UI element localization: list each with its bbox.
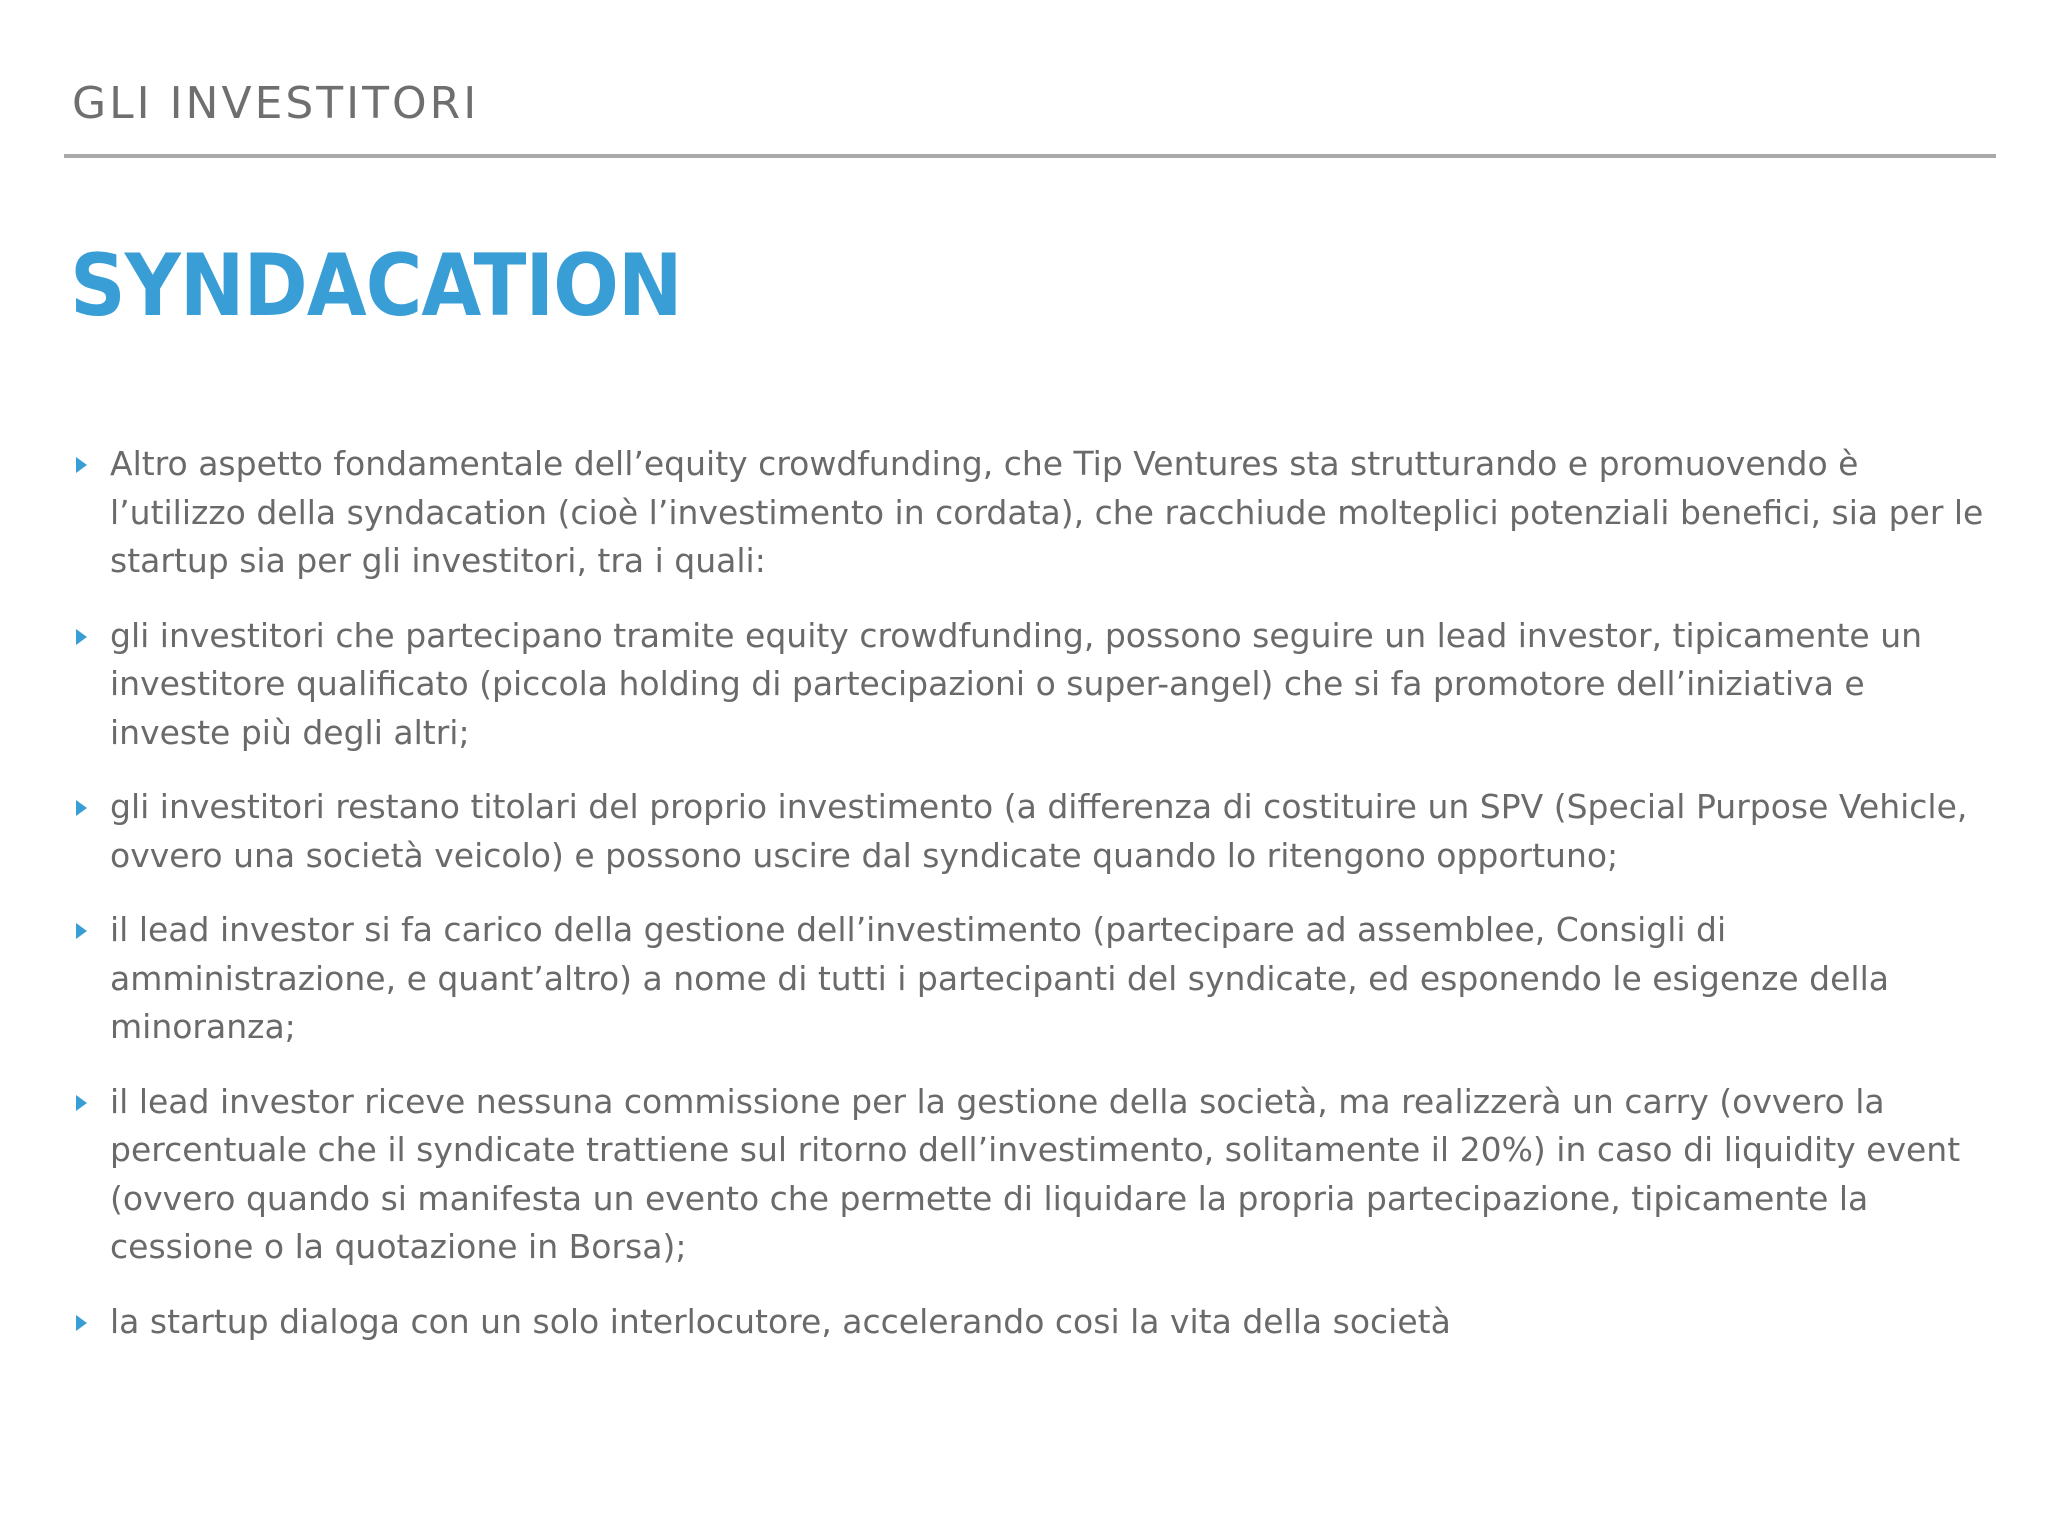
header-divider [64, 154, 1996, 158]
bullet-item [74, 783, 1994, 880]
bullet-item [74, 612, 1994, 758]
bullet-item [74, 1078, 1994, 1272]
triangle-right-icon [76, 923, 87, 939]
bullet-item [74, 906, 1994, 1052]
bullet-text: il lead investor riceve nessuna commissione per la gestione della società, ma realizzerà un carry (ovvero la percentuale che il syndicate trattiene sul ritorno dell’investimento, solitamente il 20%) in caso di liquidity event (ovvero quando si manifesta un evento che permette di liquidare la propria partecipazione, tipicamente la cessione o la quotazione in Borsa); [110, 1081, 1961, 1266]
section-header: GLI INVESTITORI [72, 78, 480, 129]
slide-title: SYNDACATION [70, 236, 682, 336]
bullet-text: gli investitori che partecipano tramite equity crowdfunding, possono seguire un lead investor, tipicamente un investitore qualificato (piccola holding di partecipazioni o super-angel) che si fa promotore dell’iniziativa e investe più degli altri; [110, 615, 1923, 752]
triangle-right-icon [76, 1315, 87, 1331]
bullet-item [74, 1298, 1994, 1347]
bullet-text: la startup dialoga con un solo interlocutore, accelerando cosi la vita della società [110, 1301, 1451, 1341]
bullet-item [74, 440, 1994, 586]
bullet-text: Altro aspetto fondamentale dell’equity crowdfunding, che Tip Ventures sta strutturando e promuovendo è l’utilizzo della syndacation (cioè l’investimento in cordata), che racchiude molteplici potenziali benefici, sia per le startup sia per gli investitori, tra i quali: [110, 444, 1984, 580]
triangle-right-icon [76, 629, 87, 645]
bullet-text: gli investitori restano titolari del proprio investimento (a differenza di costituire un SPV (Special Purpose Vehicle, ovvero una società veicolo) e possono uscire dal syndicate quando lo ritengono opportuno; [110, 787, 1968, 875]
bullet-text: il lead investor si fa carico della gestione dell’investimento (partecipare ad assemblee, Consigli di amministrazione, e quant’altro) a nome di tutti i partecipanti del syndicate, ed esponendo le esigenze della minoranza; [110, 910, 1889, 1046]
triangle-right-icon [76, 800, 87, 816]
bullet-list [74, 440, 1994, 1372]
triangle-right-icon [76, 457, 87, 473]
triangle-right-icon [76, 1095, 87, 1111]
